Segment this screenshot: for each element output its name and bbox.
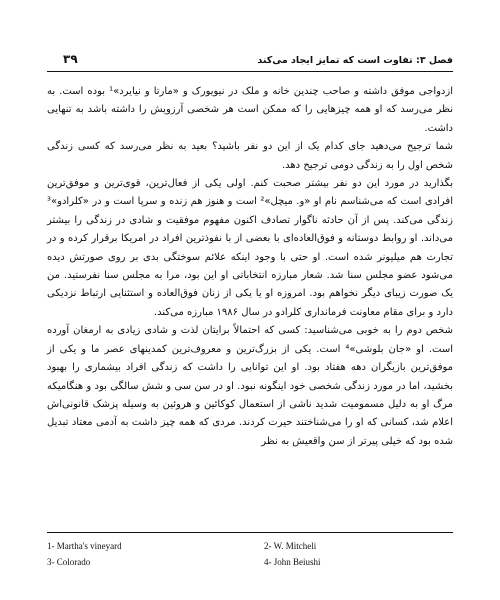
paragraph-3: بگذارید در مورد این دو نفر بیشتر صحبت کنم. اولی یکی از فعال‌ترین، قوی‌ترین و موفق‌ترین افرادی است که می‌شناسم نام او «و. میچل»² است و هنوز هم زنده و سرپا است و در «کلرادو»³ زندگی می‌کند. پس از آن حادثه ناگوار تصادف اکنون مفهوم موفقیت و شادی در زندگی را بیشتر می‌داند. او روابط دوستانه و فوق‌العاده‌ای با بعضی از با نفوذترین افراد در امریکا برقرار کرده و در تجارت هم میلیونر شده است. او حتی با وجود اینکه علائم سوختگی بدی بر روی صورتش دیده می‌شود عضو مجلس سنا شد. شعار مبارزه انتخاباتی او این بود، مرا به مجلس سنا نفرستید. من یک صورت زیبای دیگر نخواهم بود. امروزه او یا یکی از زنان فوق‌العاده و استثنایی ارتباط نزدیکی دارد و برای مقام معاونت فرمانداری کلرادو در سال ۱۹۸۶ مبارزه می‌کند. [47,178,453,318]
paragraph-4: شخص دوم را به خوبی می‌شناسید: کسی که احتمالاً برایتان لذت و شادی زیادی به ارمغان آورده است. او «جان بلوشی»⁴ است. یکی از بزرگ‌ترین و معروف‌ترین کمدینهای عصر ما و یکی از موفق‌ترین بازیگران دهه هفتاد بود. او این توانایی را داشت که زندگی افراد بیشماری را بهبود بخشید، اما در مورد زندگی شخصی خود اینگونه نبود. او در سن سی و شش سالگی بود و هنگامیکه مرگ او به دلیل مسمومیت شدید ناشی از استعمال کوکائین و هروئین به وسیله پزشک قانونی‌اش اعلام شد، کسانی که او را می‌شناختند حیرت کردند. مردی که همه چیز داشت به آدمی معتاد تبدیل شده بود که خیلی پیرتر از سن واقعیش به نظر [47,325,453,447]
footnote-2: 2- W. Mitcheli [264,541,317,551]
body-text [47,83,453,451]
chapter-title: فصل ۳: تفاوت است که تمایز ایجاد می‌کند [257,55,453,66]
footnote-3: 3- Colorado [47,557,91,567]
footnote-1: 1- Martha's vineyard [47,541,122,551]
paragraph-1: ازدواجی موفق داشته و صاحب چندین خانه و ملک در نیویورک و «مارتا و نیایرد»¹ بوده است. به نظر می‌رسد که او همه چیزهایی را که ممکن است هر شخصی آرزویش را داشته باشد به تنهایی داشت. [47,86,453,134]
footnotes [47,540,453,568]
running-header [47,52,453,72]
footnote-4: 4- John Beiushi [264,557,321,567]
paragraph-2: شما ترجیح می‌دهید جای کدام یک از این دو نفر باشید؟ بعید به نظر می‌رسد که کسی زندگی شخص اول را به زندگی دومی ترجیح دهد. [47,141,453,171]
footnote-divider [47,532,453,533]
page-number: ۳۹ [63,52,78,66]
